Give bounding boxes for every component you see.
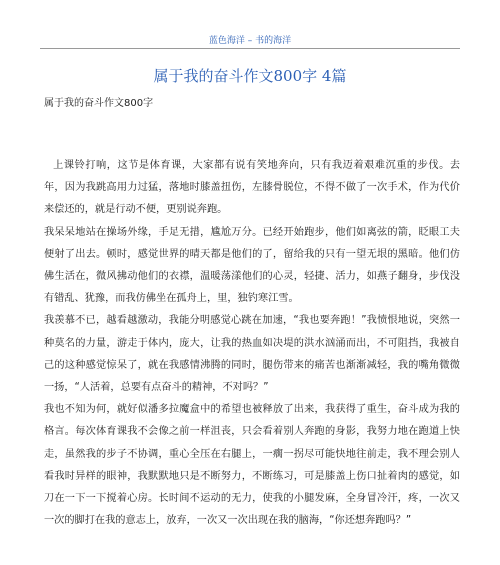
body-paragraph: 上课铃打响，这节是体育课，大家都有说有笑地奔向，只有我迈着艰难沉重的步伐。去年，因为我跳高用力过猛，落地时膝盖扭伤，左膝骨脱位，不得不做了一次手术，作为代价来偿还的，就是行动不便，更别说奔跑。 <box>44 160 460 216</box>
body-paragraph: 我羡慕不已，越看越激动，我能分明感觉心跳在加速，“我也要奔跑！”我愤恨地说，突然一种莫名的力量，游走于体内，庞大，让我的热血如决堤的洪水汹涌而出，不可阻挡，我被自己的这种感觉惊呆了，就在我感情沸腾的同时，腿伤带来的痛苦也渐渐减轻，我的嘴角微微一扬，“人活着，总要有点奋斗的精神，不对吗？” <box>44 315 460 394</box>
body-paragraph: 我呆呆地站在操场外缘，手足无措，尴尬万分。已经开始跑步，他们如离弦的箭，眨眼工夫便射了出去。顿时，感觉世界的晴天都是他们的了，留给我的只有一望无垠的黑暗。他们仿佛生活在，微风拂动他们的衣襟，温暖荡漾他们的心灵，轻捷、活力，如燕子翻身，步伐没有错乱、犹豫，而我仿佛坐在孤舟上，里，独钓寒江雪。 <box>44 226 460 305</box>
header-divider <box>40 48 460 49</box>
site-header: 蓝色海洋 – 书的海洋 <box>208 36 292 46</box>
body-paragraph: 我也不知为何，就好似潘多拉魔盒中的希望也被释放了出来，我获得了重生，奋斗成为我的格言。每次体育课我不会像之前一样沮丧，只会看着别人奔跑的身影，我努力地在跑道上快走，虽然我的步子不协调，重心全压在右腿上，一瘸一拐尽可能快地往前走，我不理会别人看我时异样的眼神，我默默地只是不断努力，不断练习，可是膝盖上伤口扯着肉的感觉，如刀在一下一下搅着心房。长时间不运动的无力，使我的小腿发麻，全身冒冷汗，疼，一次又一次的脚打在我的意志上，放弃，一次又一次出现在我的脑海，“你还想奔跑吗？” <box>44 404 460 527</box>
article-subtitle: 属于我的奋斗作文800字 <box>44 98 154 109</box>
article-body <box>44 155 460 565</box>
article-title: 属于我的奋斗作文800字 4篇 <box>153 67 347 85</box>
